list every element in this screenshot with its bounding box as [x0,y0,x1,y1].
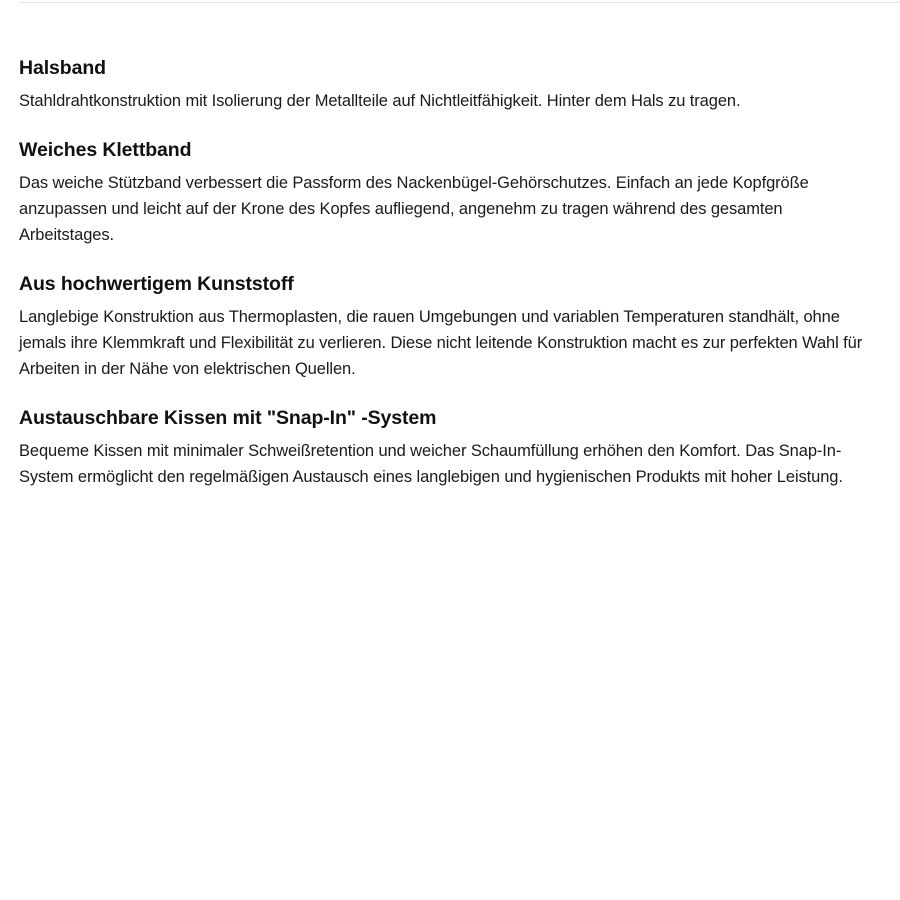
feature-description: Stahldrahtkonstruktion mit Isolierung der Metallteile auf Nichtleitfähigkeit. Hinter dem Hals zu tragen. [19,92,741,110]
feature-description: Langlebige Konstruktion aus Thermoplasten, die rauen Umgebungen und variablen Temperaturen standhält, ohne jemals ihre Klemmkraft und Flexibilität zu verlieren. Diese nicht leitende Konstruktion macht es zur perfekten Wahl für Arbeiten in der Nähe von elektrischen Quellen. [19,308,863,378]
feature-neckband [19,54,879,114]
feature-title: Aus hochwertigem Kunststoff [19,273,294,295]
feature-list [19,54,879,512]
feature-description: Das weiche Stützband verbessert die Passform des Nackenbügel-Gehörschutzes. Einfach an jede Kopfgröße anzupassen und leicht auf der Krone des Kopfes aufliegend, angenehm zu tragen während des gesamten Arbeitstages. [19,174,809,244]
feature-description: Bequeme Kissen mit minimaler Schweißretention und weicher Schaumfüllung erhöhen den Komfort. Das Snap-In-System ermöglicht den regelmäßigen Austausch eines langlebigen und hygienischen Produkts mit hoher Leistung. [19,442,843,486]
feature-title: Halsband [19,57,106,79]
feature-soft-velcro-band [19,136,879,248]
feature-title: Weiches Klettband [19,139,192,161]
feature-snap-in-cushions [19,404,879,490]
top-divider [19,2,900,3]
feature-title: Austauschbare Kissen mit "Snap-In" -System [19,407,437,429]
feature-high-quality-plastic [19,270,879,382]
